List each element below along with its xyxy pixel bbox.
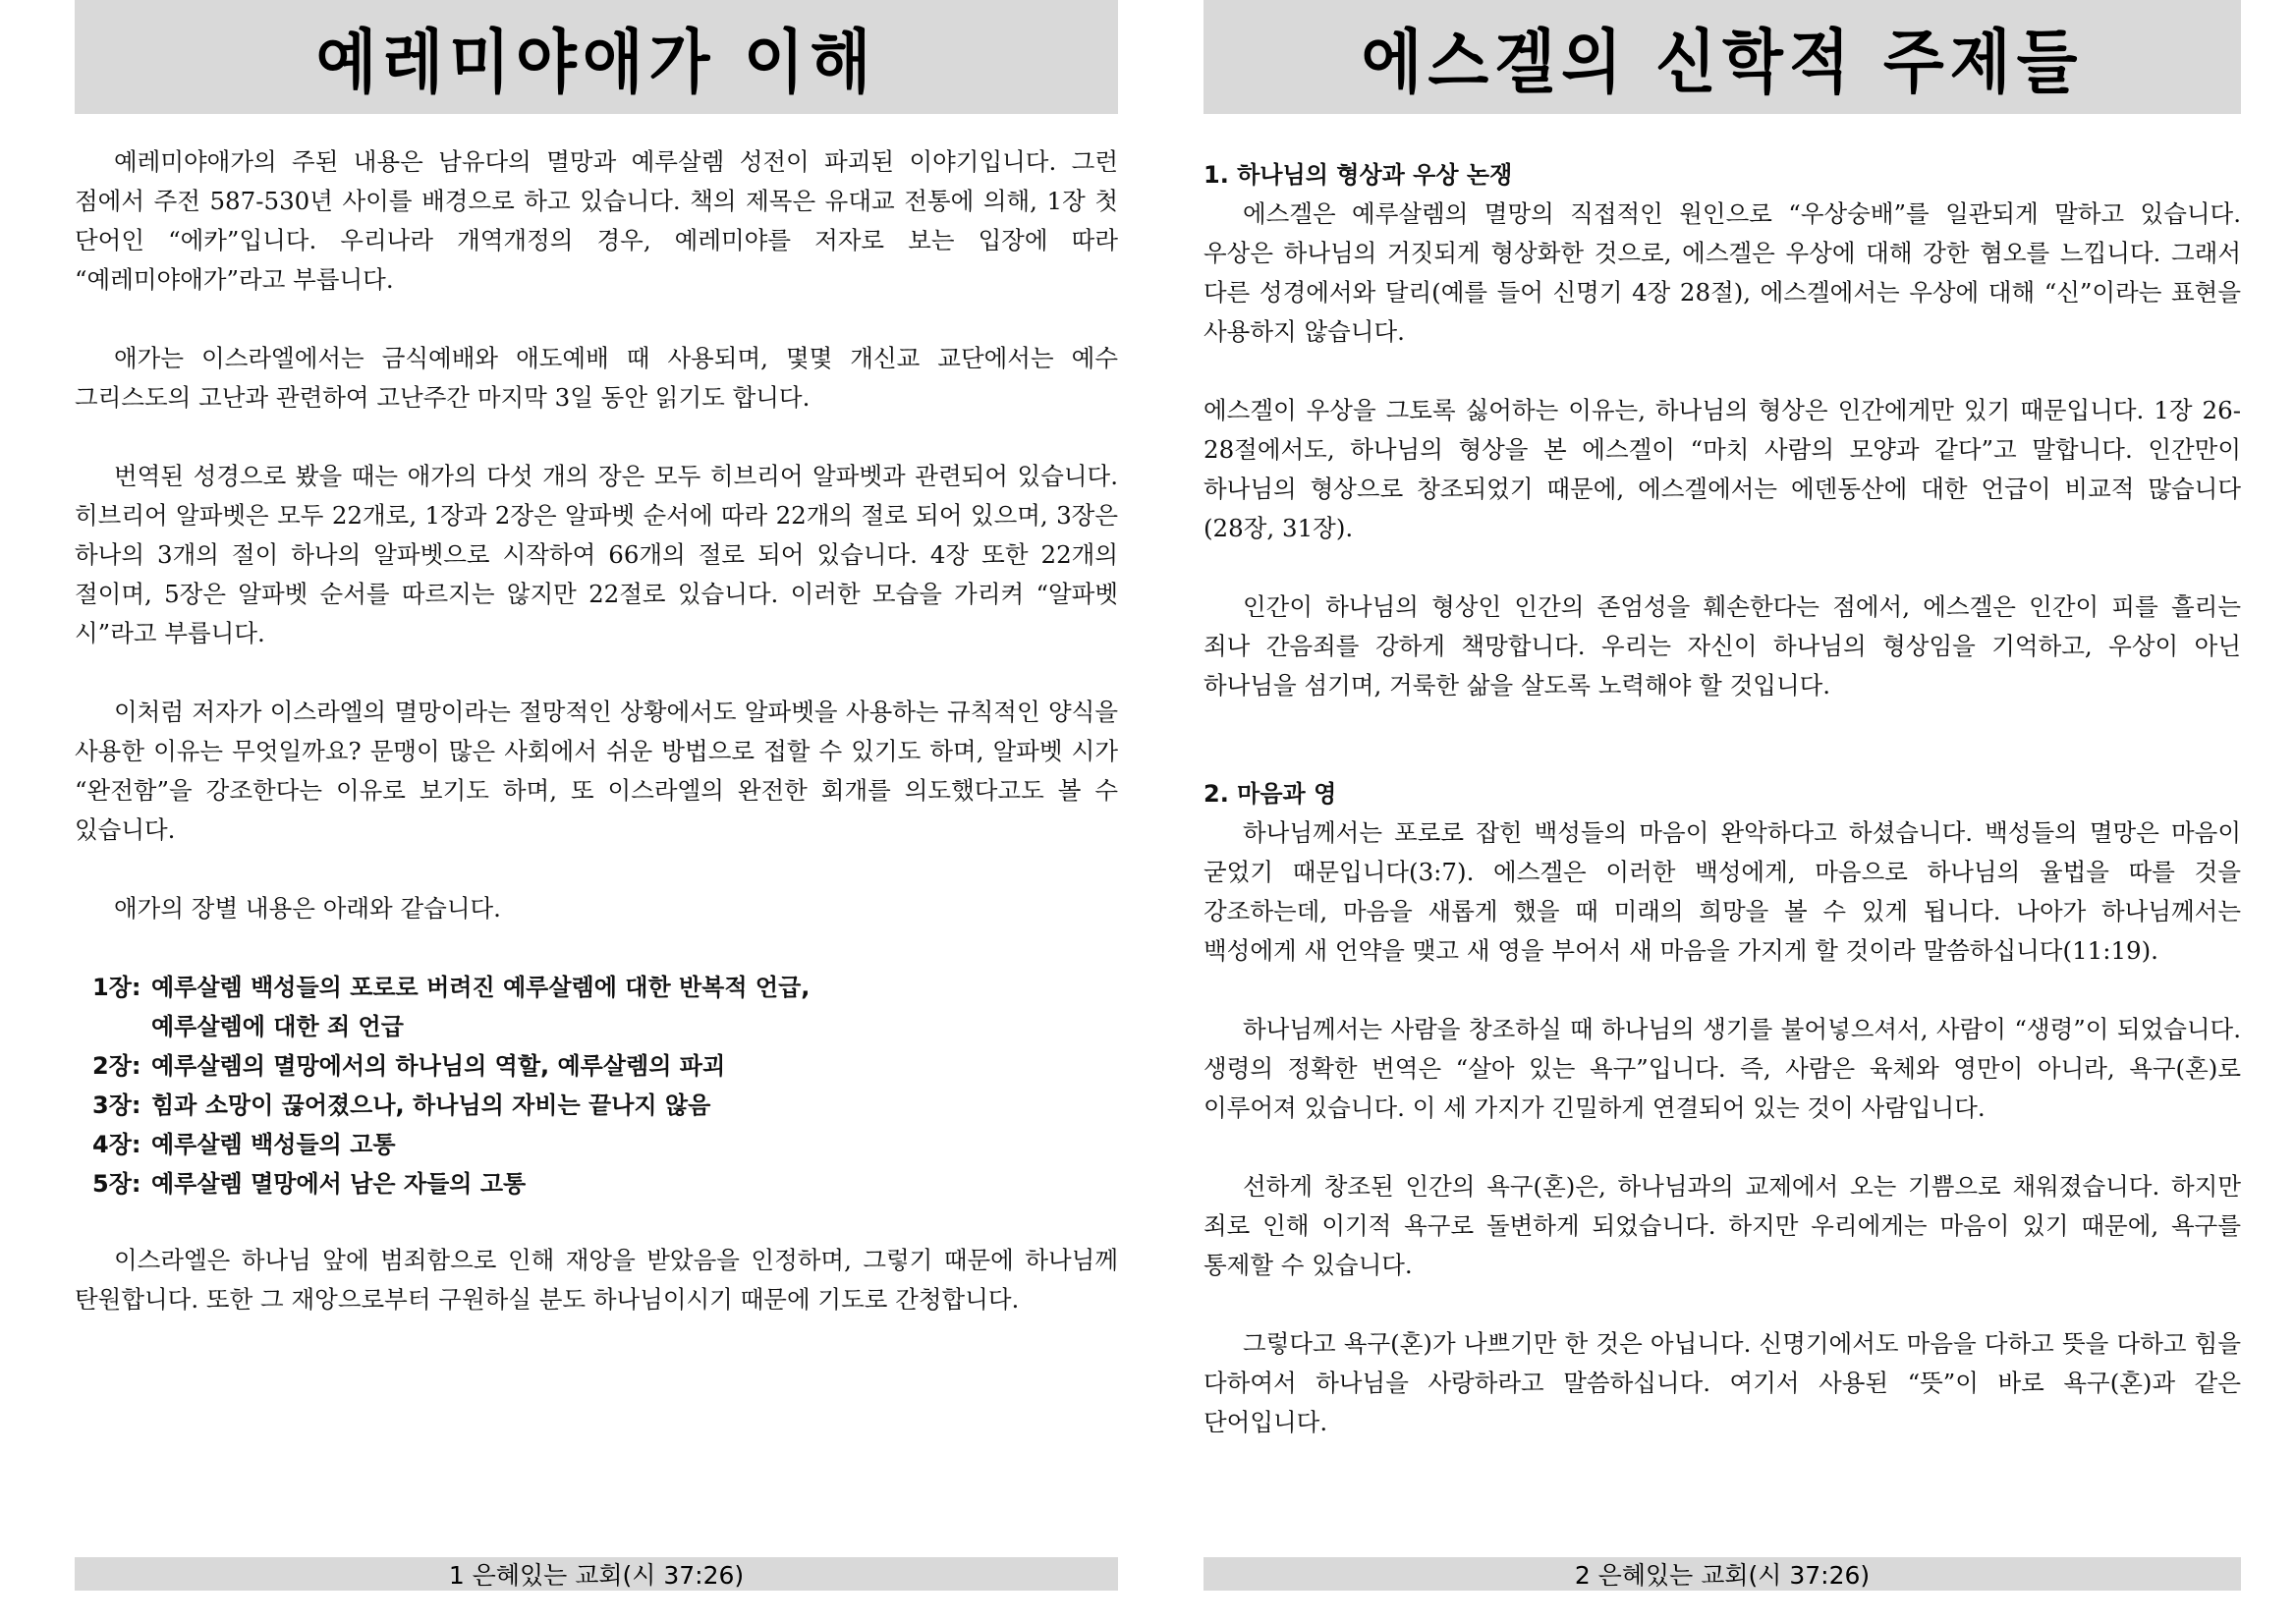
left-title-bar [75, 0, 1118, 114]
right-body [1203, 155, 2241, 1472]
chapter-number: 2장: [92, 1052, 141, 1080]
chapter-text: 예루살렘에 대한 죄 언급 [151, 1013, 404, 1040]
section-1-paragraph-1: 에스겔은 예루살렘의 멸망의 직접적인 원인으로 “우상숭배”를 일관되게 말하고 있습니다. 우상은 하나님의 거짓되게 형상화한 것으로, 에스겔은 우상에 대해 강한 혐오를 느낍니다. 그래서 다른 성경에서와 달리(예를 들어 신명기 4장 28절), 에스겔에서는 우상에 대해 “신”이라는 표현을 사용하지 않습니다. [1203, 199, 2241, 346]
chapter-list [92, 968, 1118, 1204]
left-paragraph-5: 애가의 장별 내용은 아래와 같습니다. [114, 894, 501, 923]
chapter-item [92, 1164, 1118, 1204]
section-1-paragraph-2: 에스겔이 우상을 그토록 싫어하는 이유는, 하나님의 형상은 인간에게만 있기 때문입니다. 1장 26-28절에서도, 하나님의 형상을 본 에스겔이 “마치 사람의 모양과 같다”고 말합니다. 인간만이 하나님의 형상으로 창조되었기 때문에, 에스겔에서는 에덴동산에 대한 언급이 비교적 많습니다(28장, 31장). [1203, 396, 2241, 542]
chapter-item [92, 1125, 1118, 1164]
chapter-number: 4장: [92, 1131, 141, 1158]
left-paragraph-1: 예레미야애가의 주된 내용은 남유다의 멸망과 예루살렘 성전이 파괴된 이야기입니다. 그런 점에서 주전 587-530년 사이를 배경으로 하고 있습니다. 책의 제목은 유대교 전통에 의해, 1장 첫 단어인 “에카”입니다. 우리나라 개역개정의 경우, 예레미야를 저자로 보는 입장에 따라 “예레미야애가”라고 부릅니다. [75, 147, 1118, 294]
section-2-heading: 2. 마음과 영 [1203, 780, 1337, 808]
left-closing-paragraph: 이스라엘은 하나님 앞에 범죄함으로 인해 재앙을 받았음을 인정하며, 그렇기 때문에 하나님께 탄원합니다. 또한 그 재앙으로부터 구원하실 분도 하나님이시기 때문에 기도로 간청합니다. [75, 1246, 1118, 1314]
right-title-bar [1203, 0, 2241, 114]
section-2-paragraph-3: 선하게 창조된 인간의 욕구(혼)은, 하나님과의 교제에서 오는 기쁨으로 채워졌습니다. 하지만 죄로 인해 이기적 욕구로 돌변하게 되었습니다. 하지만 우리에게는 마음이 있기 때문에, 욕구를 통제할 수 있습니다. [1203, 1172, 2241, 1279]
chapter-item [92, 1086, 1118, 1125]
chapter-number: 3장: [92, 1092, 141, 1119]
left-paragraph-3: 번역된 성경으로 봤을 때는 애가의 다섯 개의 장은 모두 히브리어 알파벳과 관련되어 있습니다. 히브리어 알파벳은 모두 22개로, 1장과 2장은 알파벳 순서에 따라 22개의 절로 되어 있으며, 3장은 하나의 3개의 절이 하나의 알파벳으로 시작하여 66개의 절로 되어 있습니다. 4장 또한 22개의 절이며, 5장은 알파벳 순서를 따르지는 않지만 22절로 있습니다. 이러한 모습을 가리켜 “알파벳 시”라고 부릅니다. [75, 462, 1118, 647]
section-2 [1203, 774, 2241, 1442]
section-1-heading: 1. 하나님의 형상과 우상 논쟁 [1203, 161, 1513, 189]
left-footer-text: 1 은혜있는 교회(시 37:26) [448, 1561, 745, 1590]
left-paragraph-2: 애가는 이스라엘에서는 금식예배와 애도예배 때 사용되며, 몇몇 개신교 교단에서는 예수 그리스도의 고난과 관련하여 고난주간 마지막 3일 동안 읽기도 합니다. [75, 344, 1118, 412]
section-1 [1203, 155, 2241, 705]
section-2-paragraph-4: 그렇다고 욕구(혼)가 나쁘기만 한 것은 아닙니다. 신명기에서도 마음을 다하고 뜻을 다하고 힘을 다하여서 하나님을 사랑하라고 말씀하십니다. 여기서 사용된 “뜻”이 바로 욕구(혼)과 같은 단어입니다. [1203, 1329, 2241, 1436]
chapter-text: 예루살렘 멸망에서 남은 자들의 고통 [151, 1170, 527, 1198]
chapter-item [92, 1046, 1118, 1086]
left-page-title: 예레미야애가 이해 [315, 23, 877, 104]
right-page [1203, 0, 2241, 1624]
chapter-number [92, 1007, 151, 1046]
chapter-number: 5장: [92, 1170, 141, 1198]
chapter-item [92, 1007, 1118, 1046]
left-footer [75, 1557, 1118, 1591]
section-1-paragraph-3: 인간이 하나님의 형상인 인간의 존엄성을 훼손한다는 점에서, 에스겔은 인간이 피를 흘리는 죄나 간음죄를 강하게 책망합니다. 우리는 자신이 하나님의 형상임을 기억하고, 우상이 아닌 하나님을 섬기며, 거룩한 삶을 살도록 노력해야 할 것입니다. [1203, 592, 2241, 700]
left-paragraph-4: 이처럼 저자가 이스라엘의 멸망이라는 절망적인 상황에서도 알파벳을 사용하는 규칙적인 양식을 사용한 이유는 무엇일까요? 문맹이 많은 사회에서 쉬운 방법으로 접할 수 있기도 하며, 알파벳 시가 “완전함”을 강조한다는 이유로 보기도 하며, 또 이스라엘의 완전한 회개를 의도했다고도 볼 수 있습니다. [75, 698, 1118, 844]
chapter-text: 예루살렘의 멸망에서의 하나님의 역할, 예루살렘의 파괴 [151, 1052, 726, 1080]
section-2-paragraph-2: 하나님께서는 사람을 창조하실 때 하나님의 생기를 불어넣으셔서, 사람이 “생령”이 되었습니다. 생령의 정확한 번역은 “살아 있는 욕구”입니다. 즉, 사람은 육체와 영만이 아니라, 욕구(혼)로 이루어져 있습니다. 이 세 가지가 긴밀하게 연결되어 있는 것이 사람입니다. [1203, 1015, 2241, 1122]
right-footer [1203, 1557, 2241, 1591]
right-page-title: 에스겔의 신학적 주제들 [1361, 23, 2084, 104]
left-body [75, 142, 1118, 1359]
chapter-number: 1장: [92, 974, 141, 1001]
chapter-item [92, 968, 1118, 1007]
section-2-paragraph-1: 하나님께서는 포로로 잡힌 백성들의 마음이 완악하다고 하셨습니다. 백성들의 멸망은 마음이 굳었기 때문입니다(3:7). 에스겔은 이러한 백성에게, 마음으로 하나님의 율법을 따를 것을 강조하는데, 마음을 새롭게 했을 때 미래의 희망을 볼 수 있게 됩니다. 나아가 하나님께서는 백성에게 새 언약을 맺고 새 영을 부어서 새 마음을 가지게 할 것이라 말씀하십니다(11:19). [1203, 818, 2241, 965]
right-footer-text: 2 은혜있는 교회(시 37:26) [1574, 1561, 1871, 1590]
chapter-text: 힘과 소망이 끊어졌으나, 하나님의 자비는 끝나지 않음 [151, 1092, 711, 1119]
chapter-text: 예루살렘 백성들의 고통 [151, 1131, 396, 1158]
left-page [75, 0, 1118, 1624]
chapter-text: 예루살렘 백성들의 포로로 버려진 예루살렘에 대한 반복적 언급, [151, 974, 811, 1001]
